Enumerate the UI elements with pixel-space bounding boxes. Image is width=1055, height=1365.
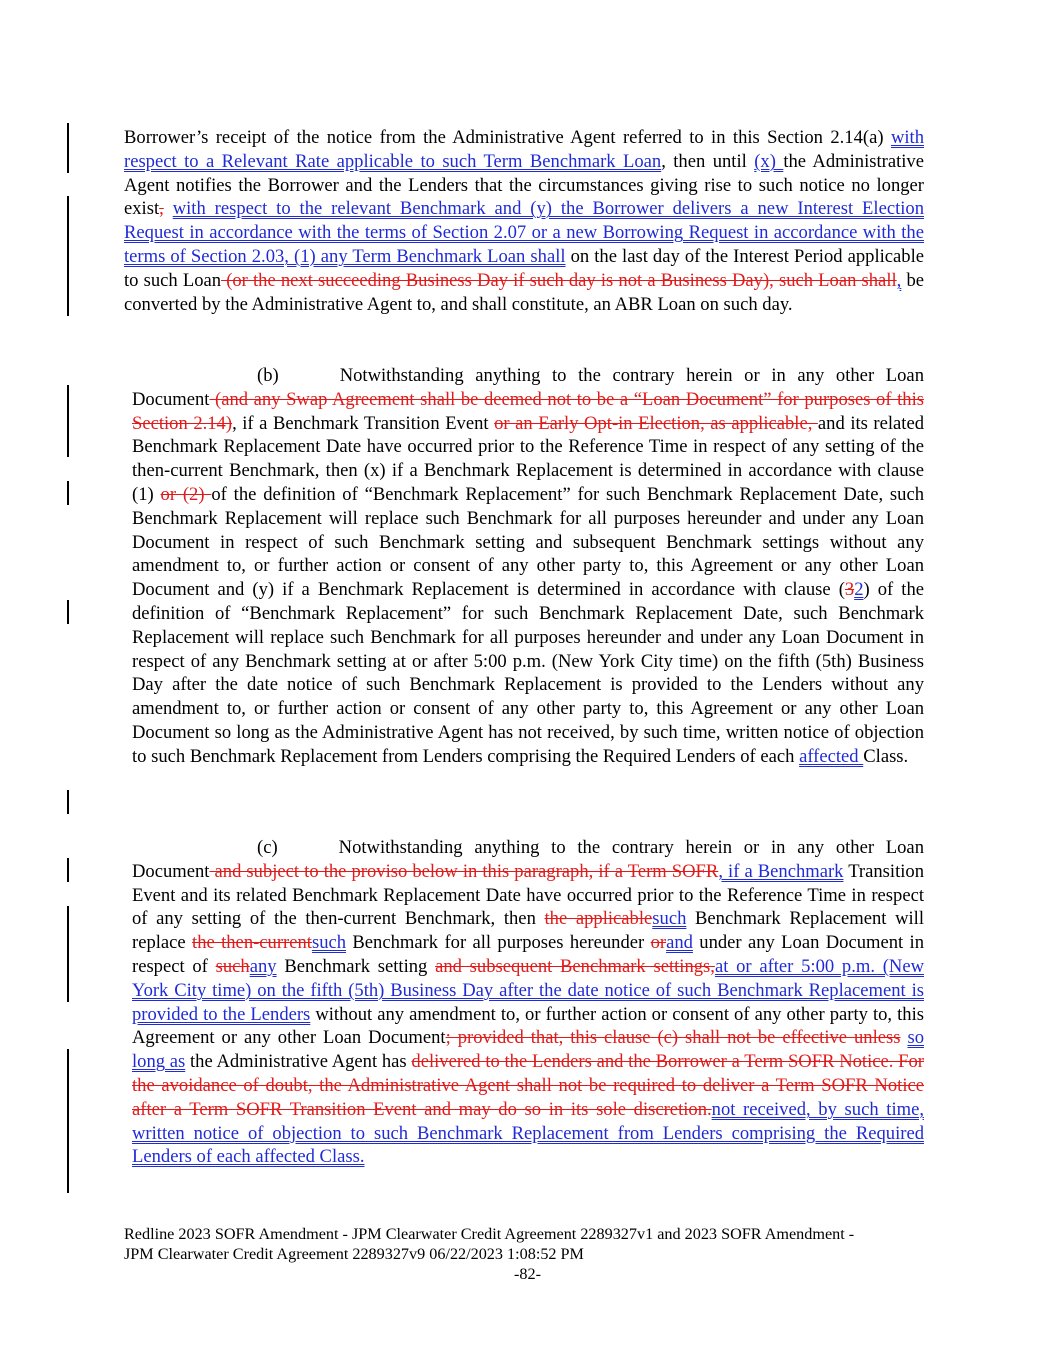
change-bar: [67, 1049, 69, 1193]
body-text: of the definition of “Benchmark Replacement” for such Benchmark Replacement Date, such Benchmark Replacement will replace such Benchmark for all purposes hereunder and under any Loan Document in respect of such Benchmark setting and subsequent Benchmark settings without any amendment to, or further action or consent of any other party to, this Agreement or any other Loan Document and (y) if a Benchmark Replacement is determined in accordance with clause (: [132, 483, 924, 601]
deleted-text: delivered to the Lenders and the Borrower a Term SOFR Notice. For the avoidance of doubt, the Administrative Agent shall not be required to deliver a Term SOFR Notice after a Term SOFR Transition Event and may do so in its sole discretion.: [132, 1051, 924, 1120]
body-text: be converted by the Administrative Agent to, and shall constitute, an ABR Loan on such day.: [124, 269, 925, 315]
body-text: Borrower’s receipt of the notice from the Administrative Agent referred to in this Section 2.14(a): [124, 127, 891, 148]
deleted-text: or an Early Opt-in Election, as applicable,: [494, 412, 818, 434]
deleted-text: such: [215, 955, 250, 977]
inserted-text: at or after 5:00 p.m. (New York City time) on the fifth (5th) Business Day after the date notice of such Benchmark Replacement is provided to the Lenders: [132, 955, 925, 1025]
body-text: Benchmark Replacement will replace: [132, 908, 924, 954]
deleted-text: and subject to the proviso below in this paragraph, if a Term SOFR: [209, 860, 719, 882]
inserted-text: 2: [854, 579, 864, 601]
deleted-text: the then-current: [192, 932, 312, 954]
clause-label: (c): [257, 837, 278, 858]
inserted-text: any: [249, 955, 277, 977]
body-text: Notwithstanding anything to the contrary herein or in any other Loan Document: [132, 837, 924, 882]
inserted-text: ,: [896, 269, 902, 291]
body-text: [164, 198, 173, 219]
change-bar: [67, 123, 69, 173]
change-bar: [67, 481, 69, 505]
deleted-text: or: [650, 932, 667, 954]
change-bar: [67, 196, 69, 316]
change-bar: [67, 858, 69, 882]
body-text: , then until: [661, 150, 755, 172]
deleted-text: ; provided that, this clause (c) shall not be effective unless: [445, 1027, 901, 1049]
inserted-text: (x): [754, 150, 784, 172]
change-bar: [67, 906, 69, 1002]
paragraph-c: [132, 836, 924, 1169]
footer-line-1: Redline 2023 SOFR Amendment - JPM Clearwater Credit Agreement 2289327v1 and 2023 SOFR Amendment -: [124, 1225, 855, 1243]
page-footer: [124, 1225, 924, 1264]
inserted-text: such: [652, 908, 687, 930]
body-text: Notwithstanding anything to the contrary herein or in any other Loan Document: [132, 365, 924, 410]
body-text: ) of the definition of “Benchmark Replacement” for such Benchmark Replacement Date, such Benchmark Replacement will replace such Benchmark for all purposes hereunder and under any Loan Document in respect of any Benchmark setting at or after 5:00 p.m. (New York City time) on the fifth (5th) Business Day after the date notice of such Benchmark Replacement is provided to the Lenders without any amendment to, or further action or consent of any other party to, this Agreement or any other Loan Document so long as the Administrative Agent has not received, by such time, written notice of objection to such Benchmark Replacement from Lenders comprising the Required Lenders of each: [132, 579, 924, 767]
body-text: Benchmark for all purposes hereunder: [346, 932, 651, 954]
change-bar: [67, 385, 69, 457]
deleted-text: (and any Swap Agreement shall be deemed not to be a “Loan Document” for purposes of this Section 2.14): [132, 388, 924, 434]
change-bar: [67, 790, 69, 814]
body-text: Class.: [863, 745, 909, 767]
body-text: the Administrative Agent notifies the Borrower and the Lenders that the circumstances giving rise to such notice no longer exist: [124, 150, 924, 220]
inserted-text: with respect to a Relevant Rate applicable to such Term Benchmark Loan: [124, 127, 924, 172]
inserted-text: and: [666, 932, 693, 954]
body-text: Benchmark setting: [276, 955, 436, 977]
paragraph-b: [132, 364, 924, 769]
body-text: and its related Benchmark Replacement Date have occurred prior to the Reference Time in respect of any setting of the then-current Benchmark, then (x) if a Benchmark Replacement is determined in accordance with clause (1): [132, 412, 925, 505]
inserted-text: so long as: [132, 1027, 924, 1073]
paragraph-a-continuation: [124, 126, 924, 316]
inserted-text: affected: [799, 745, 864, 767]
inserted-text: , if a Benchmark: [718, 860, 844, 882]
clause-label: (b): [257, 365, 279, 386]
deleted-text: ,: [159, 198, 164, 220]
change-bar: [67, 600, 69, 624]
body-text: the Administrative Agent has: [185, 1051, 412, 1073]
inserted-text: not received, by such time, written notice of objection to such Benchmark Replacement from Lenders comprising the Required Lenders of each affected Class.: [132, 1098, 924, 1168]
deleted-text: and subsequent Benchmark settings,: [435, 955, 715, 977]
inserted-text: such: [311, 932, 347, 954]
body-text: without any amendment to, or further action or consent of any other party to, this Agreement or any other Loan Document: [132, 1003, 924, 1049]
body-text: on the last day of the Interest Period applicable to such Loan: [124, 245, 924, 291]
footer-line-2: JPM Clearwater Credit Agreement 2289327v9 06/22/2023 1:08:52 PM: [124, 1244, 584, 1263]
body-text: , if a Benchmark Transition Event: [232, 412, 495, 434]
inserted-text: with respect to the relevant Benchmark and (y) the Borrower delivers a new Interest Election Request in accordance with the terms of Section 2.07 or a new Borrowing Request in accordance with the terms of Section 2.03, (1) any Term Benchmark Loan shall: [124, 198, 924, 267]
deleted-text: (or the next succeeding Business Day if such day is not a Business Day), such Loan shall: [221, 269, 897, 291]
deleted-text: 3: [844, 579, 855, 601]
page-number: -82-: [514, 1265, 541, 1283]
body-text: Transition Event and its related Benchmark Replacement Date have occurred prior to the Reference Time in respect of any setting of the then-current Benchmark, then: [132, 860, 924, 930]
deleted-text: the applicable: [544, 908, 653, 930]
deleted-text: or (2): [160, 483, 212, 505]
body-text: under any Loan Document in respect of: [132, 932, 925, 977]
